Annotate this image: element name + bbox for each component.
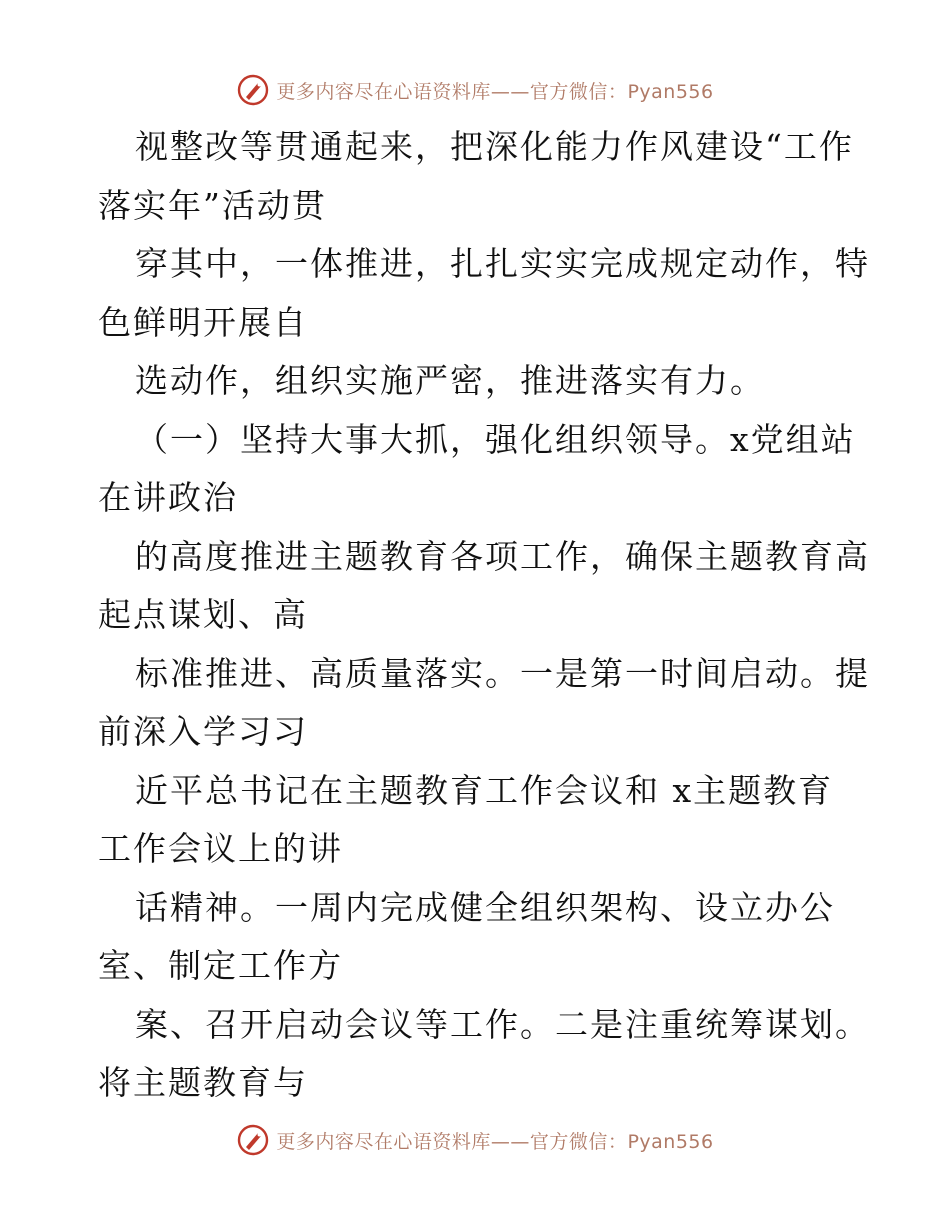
pen-nib-circle-icon — [236, 1123, 270, 1157]
paragraph-line: 前深入学习习 — [98, 712, 308, 751]
watermark-wechat-id: Pyan556 — [627, 1130, 714, 1153]
paragraph-line: 工作会议上的讲 — [98, 829, 343, 868]
watermark-dash: —— — [490, 80, 530, 103]
watermark-wechat-id: Pyan556 — [627, 80, 714, 103]
header-watermark — [0, 70, 950, 110]
paragraph-line: 标准推进、高质量落实。一是第一时间启动。提 — [135, 653, 870, 693]
paragraph-line: 色鲜明开展自 — [98, 302, 308, 342]
paragraph-line: 的高度推进主题教育各项工作，确保主题教育高 — [135, 536, 870, 576]
watermark-dash: —— — [490, 1130, 530, 1153]
footer-watermark — [0, 1120, 950, 1160]
watermark-text: 更多内容尽在心语资料库 — [276, 1130, 491, 1153]
paragraph-line: 落实年”活动贯 — [98, 185, 327, 225]
paragraph-line: 室、制定工作方 — [98, 946, 343, 985]
paragraph-line: 话精神。一周内完成健全组织架构、设立办公 — [135, 887, 835, 927]
paragraph-line: 选动作，组织实施严密，推进落实有力。 — [135, 361, 765, 400]
paragraph-line: 近平总书记在主题教育工作会议和 x主题教育 — [135, 770, 834, 810]
paragraph-line: 将主题教育与 — [98, 1063, 308, 1102]
paragraph-line: 视整改等贯通起来，把深化能力作风建设“工作 — [135, 127, 854, 166]
paragraph-line: 起点谋划、高 — [98, 595, 308, 634]
pen-nib-circle-icon — [236, 73, 270, 107]
watermark-official: 官方微信： — [529, 1130, 628, 1153]
paragraph-line: 在讲政治 — [98, 478, 238, 517]
document-body — [98, 118, 870, 1113]
paragraph-line: 案、召开启动会议等工作。二是注重统筹谋划。 — [135, 1004, 870, 1044]
watermark-official: 官方微信： — [529, 80, 628, 103]
watermark-text: 更多内容尽在心语资料库 — [276, 80, 491, 103]
paragraph-line: 穿其中，一体推进，扎扎实实完成规定动作，特 — [135, 244, 870, 283]
section-heading-line: （一）坚持大事大抓，强化组织领导。x党组站 — [135, 419, 856, 459]
